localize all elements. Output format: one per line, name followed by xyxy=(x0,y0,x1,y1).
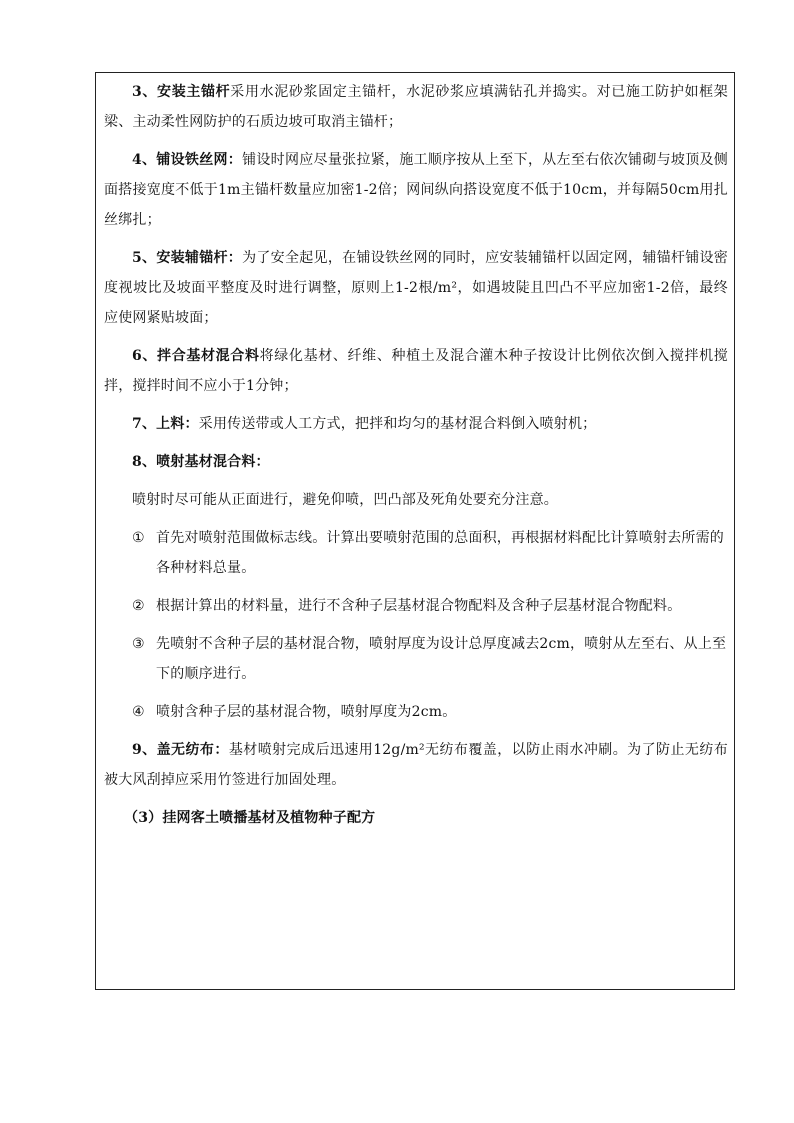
spray-item-2 xyxy=(104,591,728,621)
step-3-body: 采用水泥砂浆固定主锚杆，水泥砂浆应填满钻孔并捣实。对已施工防护如框架梁、主动柔性网防护的石质边坡可取消主锚杆； xyxy=(104,84,728,130)
step-4 xyxy=(104,145,728,235)
step-8-title: 8、喷射基材混合料： xyxy=(132,454,270,470)
spray-item-3 xyxy=(104,629,728,689)
step-5-title: 5、安装辅锚杆： xyxy=(132,250,243,266)
document-content xyxy=(104,77,728,833)
section-heading: （3）挂网客土喷播基材及植物种子配方 xyxy=(124,810,376,826)
step-6-body: 将绿化基材、纤维、种植土及混合灌木种子按设计比例依次倒入搅拌机搅拌，搅拌时间不应小于1分钟； xyxy=(104,348,728,394)
step-9-title: 9、盖无纺布： xyxy=(132,742,229,758)
step-4-title: 4、铺设铁丝网： xyxy=(132,152,243,168)
step-9 xyxy=(104,735,728,795)
spray-item-3-mark: ③ xyxy=(132,636,145,652)
spray-item-1 xyxy=(104,523,728,583)
spray-item-4-text: 喷射含种子层的基材混合物，喷射厚度为2cm。 xyxy=(156,704,457,720)
spray-item-3-text: 先喷射不含种子层的基材混合物，喷射厚度为设计总厚度减去2cm，喷射从左至右、从上至下的顺序进行。 xyxy=(156,636,727,682)
spray-item-4-mark: ④ xyxy=(132,704,145,720)
step-4-body: 铺设时网应尽量张拉紧，施工顺序按从上至下，从左至右依次铺砌与坡顶及侧面搭接宽度不低于1m主锚杆数量应加密1-2倍；网间纵向搭设宽度不低于10cm，并每隔50cm用扎丝绑扎； xyxy=(104,152,728,228)
step-5-body: 为了安全起见，在铺设铁丝网的同时，应安装辅锚杆以固定网，辅锚杆铺设密度视坡比及坡面平整度及时进行调整，原则上1-2根/m²，如遇坡陡且凹凸不平应加密1-2倍，最终应使网紧贴坡面； xyxy=(104,250,728,326)
step-3 xyxy=(104,77,728,137)
step-7-body: 采用传送带或人工方式，把拌和均匀的基材混合料倒入喷射机； xyxy=(198,416,597,432)
step-9-body: 基材喷射完成后迅速用12g/m²无纺布覆盖，以防止雨水冲刷。为了防止无纺布被大风刮掉应采用竹签进行加固处理。 xyxy=(104,742,728,788)
step-7 xyxy=(104,409,728,439)
document-frame xyxy=(95,72,735,990)
spray-item-1-mark: ① xyxy=(132,530,145,546)
spray-item-2-mark: ② xyxy=(132,598,145,614)
step-5 xyxy=(104,243,728,333)
step-8 xyxy=(104,447,728,477)
step-7-title: 7、上料： xyxy=(132,416,199,432)
spray-item-2-text: 根据计算出的材料量，进行不含种子层基材混合物配料及含种子层基材混合物配料。 xyxy=(156,598,682,614)
spray-item-4 xyxy=(104,697,728,727)
spray-item-1-text: 首先对喷射范围做标志线。计算出要喷射范围的总面积，再根据材料配比计算喷射去所需的各种材料总量。 xyxy=(156,530,724,576)
step-3-title: 3、安装主锚杆 xyxy=(132,84,231,100)
spray-intro: 喷射时尽可能从正面进行，避免仰喷，凹凸部及死角处要充分注意。 xyxy=(132,492,558,508)
step-6-title: 6、拌合基材混合料 xyxy=(132,348,260,364)
step-6 xyxy=(104,341,728,401)
